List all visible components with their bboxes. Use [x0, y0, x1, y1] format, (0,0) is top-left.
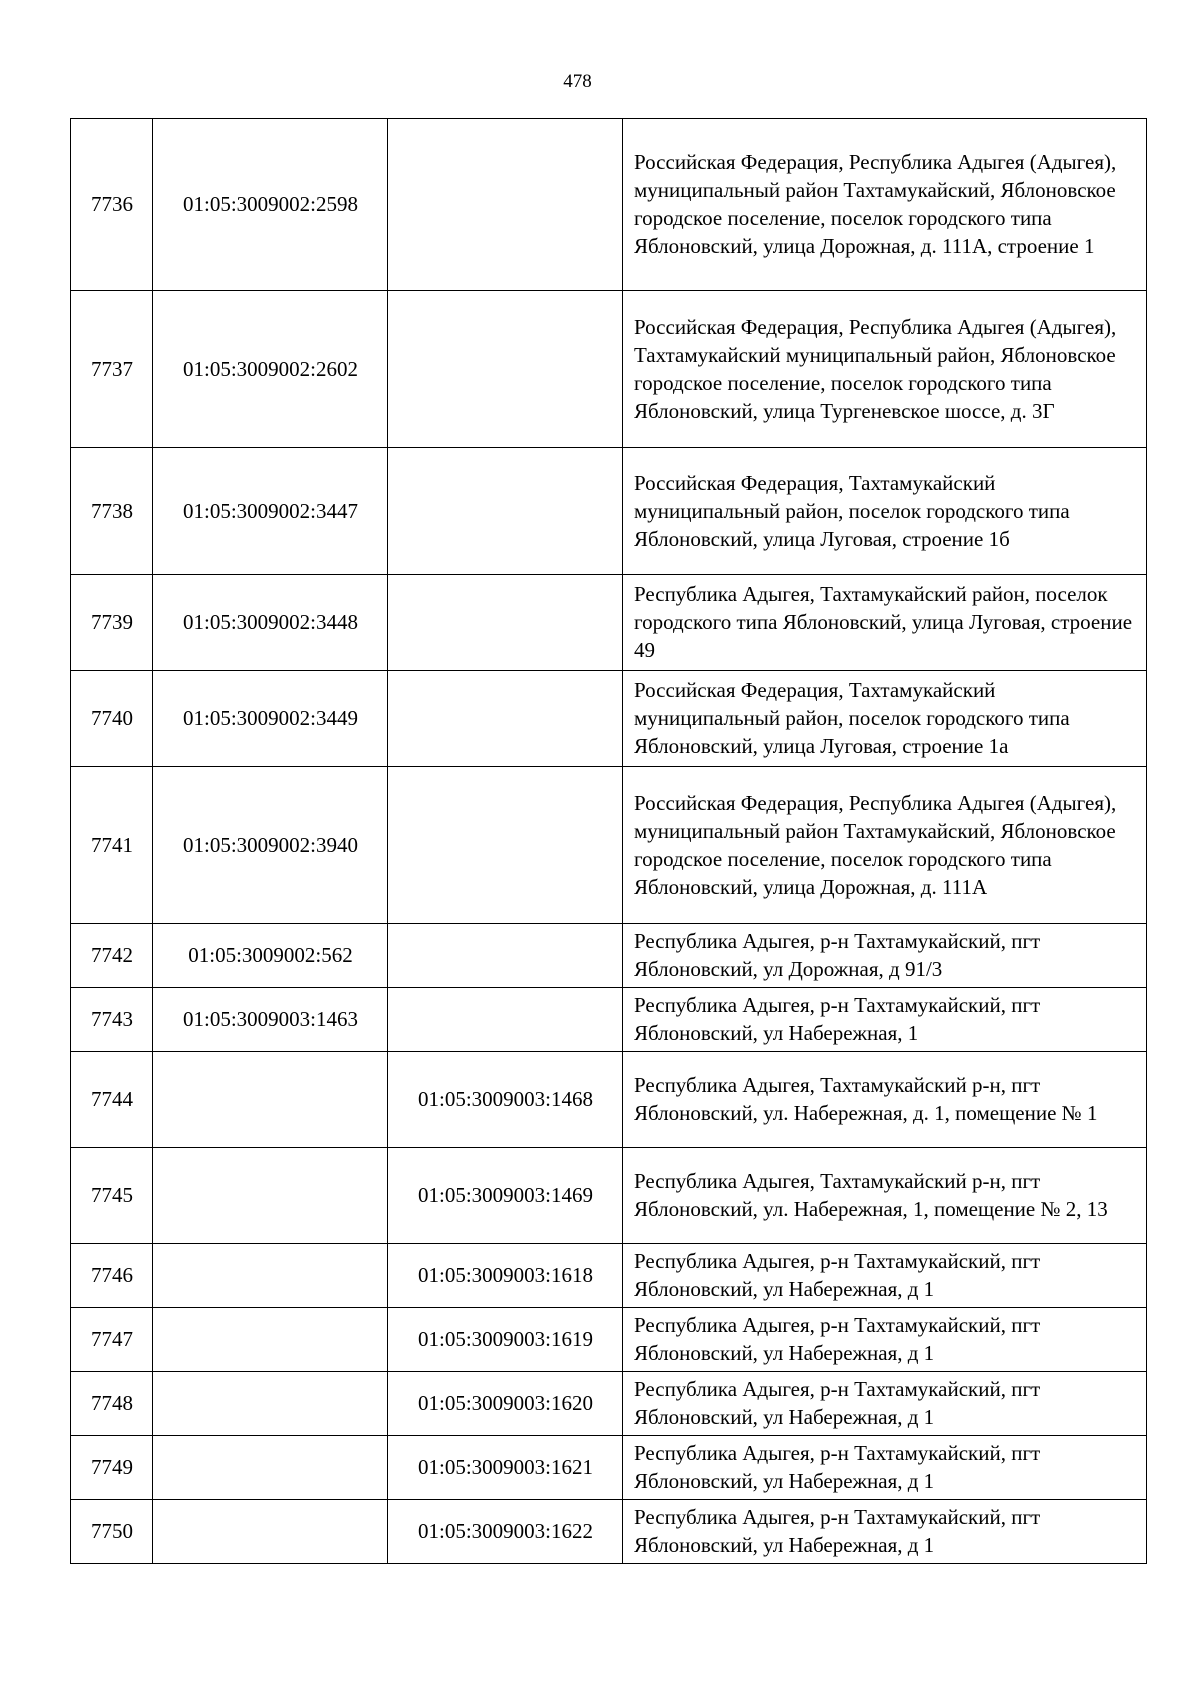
object-cadastral-number [388, 671, 623, 767]
land-cadastral-number: 01:05:3009003:1463 [153, 988, 388, 1052]
land-cadastral-number: 01:05:3009002:3447 [153, 448, 388, 575]
address-cell: Республика Адыгея, р-н Тахтамукайский, пгт Яблоновский, ул Набережная, д 1 [623, 1244, 1147, 1308]
row-number: 7745 [71, 1148, 153, 1244]
object-cadastral-number [388, 767, 623, 924]
land-cadastral-number: 01:05:3009002:2598 [153, 119, 388, 291]
row-number: 7744 [71, 1052, 153, 1148]
land-cadastral-number [153, 1436, 388, 1500]
land-cadastral-number [153, 1244, 388, 1308]
object-cadastral-number [388, 575, 623, 671]
land-cadastral-number: 01:05:3009002:3940 [153, 767, 388, 924]
object-cadastral-number: 01:05:3009003:1469 [388, 1148, 623, 1244]
table-row [71, 1372, 1147, 1436]
row-number: 7750 [71, 1500, 153, 1564]
land-cadastral-number [153, 1308, 388, 1372]
table-row [71, 767, 1147, 924]
table-row [71, 1052, 1147, 1148]
address-cell: Республика Адыгея, р-н Тахтамукайский, пгт Яблоновский, ул Набережная, д 1 [623, 1436, 1147, 1500]
address-cell: Российская Федерация, Республика Адыгея (Адыгея), муниципальный район Тахтамукайский, Яблоновское городское поселение, поселок городского типа Яблоновский, улица Дорожная, д. 111А, строение 1 [623, 119, 1147, 291]
row-number: 7737 [71, 291, 153, 448]
table-row [71, 1148, 1147, 1244]
row-number: 7740 [71, 671, 153, 767]
object-cadastral-number [388, 924, 623, 988]
land-cadastral-number: 01:05:3009002:2602 [153, 291, 388, 448]
object-cadastral-number: 01:05:3009003:1621 [388, 1436, 623, 1500]
row-number: 7746 [71, 1244, 153, 1308]
table-row [71, 448, 1147, 575]
address-cell: Российская Федерация, Республика Адыгея (Адыгея), муниципальный район Тахтамукайский, Яблоновское городское поселение, поселок городского типа Яблоновский, улица Дорожная, д. 111А [623, 767, 1147, 924]
table-row [71, 1308, 1147, 1372]
land-cadastral-number: 01:05:3009002:3449 [153, 671, 388, 767]
table-row [71, 119, 1147, 291]
table-row [71, 1500, 1147, 1564]
land-cadastral-number: 01:05:3009002:562 [153, 924, 388, 988]
row-number: 7749 [71, 1436, 153, 1500]
row-number: 7747 [71, 1308, 153, 1372]
row-number: 7739 [71, 575, 153, 671]
address-cell: Республика Адыгея, Тахтамукайский район, поселок городского типа Яблоновский, улица Луговая, строение 49 [623, 575, 1147, 671]
address-cell: Российская Федерация, Тахтамукайский муниципальный район, поселок городского типа Яблоновский, улица Луговая, строение 1а [623, 671, 1147, 767]
land-cadastral-number [153, 1372, 388, 1436]
page-number: 478 [563, 71, 592, 92]
object-cadastral-number [388, 291, 623, 448]
address-cell: Республика Адыгея, р-н Тахтамукайский, пгт Яблоновский, ул Набережная, д 1 [623, 1308, 1147, 1372]
land-cadastral-number [153, 1052, 388, 1148]
object-cadastral-number [388, 448, 623, 575]
table-row [71, 1244, 1147, 1308]
registry-table-body [71, 119, 1147, 1564]
row-number: 7742 [71, 924, 153, 988]
land-cadastral-number [153, 1148, 388, 1244]
row-number: 7736 [71, 119, 153, 291]
land-cadastral-number [153, 1500, 388, 1564]
table-row [71, 988, 1147, 1052]
address-cell: Республика Адыгея, р-н Тахтамукайский, пгт Яблоновский, ул Дорожная, д 91/3 [623, 924, 1147, 988]
address-cell: Республика Адыгея, Тахтамукайский р-н, пгт Яблоновский, ул. Набережная, д. 1, помещение № 1 [623, 1052, 1147, 1148]
address-cell: Российская Федерация, Тахтамукайский муниципальный район, поселок городского типа Яблоновский, улица Луговая, строение 1б [623, 448, 1147, 575]
address-cell: Республика Адыгея, р-н Тахтамукайский, пгт Яблоновский, ул Набережная, 1 [623, 988, 1147, 1052]
address-cell: Российская Федерация, Республика Адыгея (Адыгея), Тахтамукайский муниципальный район, Яблоновское городское поселение, поселок городского типа Яблоновский, улица Тургеневское шоссе, д. 3Г [623, 291, 1147, 448]
object-cadastral-number: 01:05:3009003:1619 [388, 1308, 623, 1372]
object-cadastral-number: 01:05:3009003:1620 [388, 1372, 623, 1436]
address-cell: Республика Адыгея, Тахтамукайский р-н, пгт Яблоновский, ул. Набережная, 1, помещение № 2, 13 [623, 1148, 1147, 1244]
object-cadastral-number: 01:05:3009003:1622 [388, 1500, 623, 1564]
row-number: 7743 [71, 988, 153, 1052]
table-row [71, 291, 1147, 448]
object-cadastral-number: 01:05:3009003:1468 [388, 1052, 623, 1148]
address-cell: Республика Адыгея, р-н Тахтамукайский, пгт Яблоновский, ул Набережная, д 1 [623, 1372, 1147, 1436]
object-cadastral-number: 01:05:3009003:1618 [388, 1244, 623, 1308]
table-row [71, 575, 1147, 671]
row-number: 7741 [71, 767, 153, 924]
land-cadastral-number: 01:05:3009002:3448 [153, 575, 388, 671]
table-row [71, 671, 1147, 767]
registry-table [70, 118, 1147, 1564]
table-row [71, 1436, 1147, 1500]
row-number: 7738 [71, 448, 153, 575]
object-cadastral-number [388, 988, 623, 1052]
row-number: 7748 [71, 1372, 153, 1436]
address-cell: Республика Адыгея, р-н Тахтамукайский, пгт Яблоновский, ул Набережная, д 1 [623, 1500, 1147, 1564]
table-row [71, 924, 1147, 988]
object-cadastral-number [388, 119, 623, 291]
